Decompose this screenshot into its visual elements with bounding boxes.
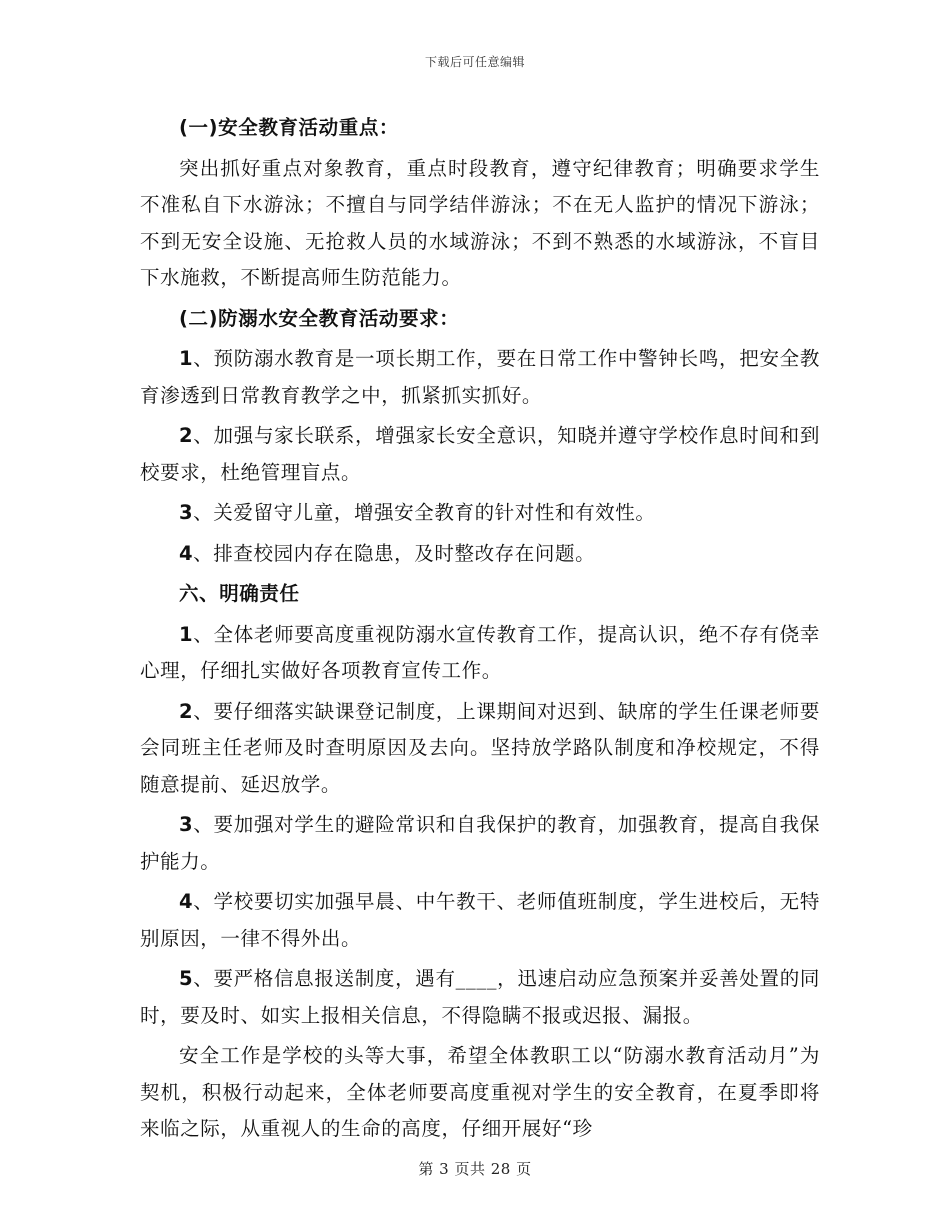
list-item-requirement-1: 1、预防溺水教育是一项长期工作，要在日常工作中警钟长鸣，把安全教育渗透到日常教育教学之中，抓紧抓实抓好。: [140, 347, 820, 407]
paragraph-closing: 安全工作是学校的头等大事，希望全体教职工以“防溺水教育活动月”为契机，积极行动起来，全体老师要高度重视对学生的安全教育，在夏季即将来临之际，从重视人的生命的高度，仔细开展好“珍: [140, 1044, 820, 1140]
page-number-footer: 第 3 页共 28 页: [418, 1160, 532, 1178]
list-item-responsibility-5: 5、要严格信息报送制度，遇有____，迅速启动应急预案并妥善处置的同时，要及时、如实上报相关信息，不得隐瞒不报或迟报、漏报。: [140, 967, 820, 1027]
list-item-responsibility-1: 1、全体老师要高度重视防溺水宣传教育工作，提高认识，绝不存有侥幸心理，仔细扎实做好各项教育宣传工作。: [140, 622, 820, 682]
list-item-requirement-3: 3、关爱留守儿童，增强安全教育的针对性和有效性。: [179, 501, 656, 524]
list-item-requirement-2: 2、加强与家长联系，增强家长安全意识，知晓并遵守学校作息时间和到校要求，杜绝管理盲点。: [140, 424, 820, 484]
section-heading-safety-focus: (一)安全教育活动重点：: [179, 116, 400, 139]
list-item-responsibility-4: 4、学校要切实加强早晨、中午教干、老师值班制度，学生进校后，无特别原因，一律不得外出。: [140, 890, 820, 950]
list-item-requirement-4: 4、排查校园内存在隐患，及时整改存在问题。: [179, 541, 596, 565]
list-item-responsibility-2: 2、要仔细落实缺课登记制度，上课期间对迟到、缺席的学生任课老师要会同班主任老师及时查明原因及去向。坚持放学路队制度和净校规定，不得随意提前、延迟放学。: [140, 699, 820, 796]
page-header: 下载后可任意编辑: [424, 55, 525, 69]
section-heading-requirements: (二)防溺水安全教育活动要求：: [179, 306, 460, 330]
section-heading-responsibility: 六、明确责任: [179, 582, 300, 605]
document-body: [140, 110, 820, 1152]
paragraph-safety-focus: 突出抓好重点对象教育，重点时段教育，遵守纪律教育；明确要求学生不准私自下水游泳；不擅自与同学结伴游泳；不在无人监护的情况下游泳；不到无安全设施、无抢救人员的水域游泳；不到不熟悉的水域游泳，不盲目下水施救，不断提高师生防范能力。: [140, 156, 820, 289]
list-item-responsibility-3: 3、要加强对学生的避险常识和自我保护的教育，加强教育，提高自我保护能力。: [140, 813, 820, 873]
